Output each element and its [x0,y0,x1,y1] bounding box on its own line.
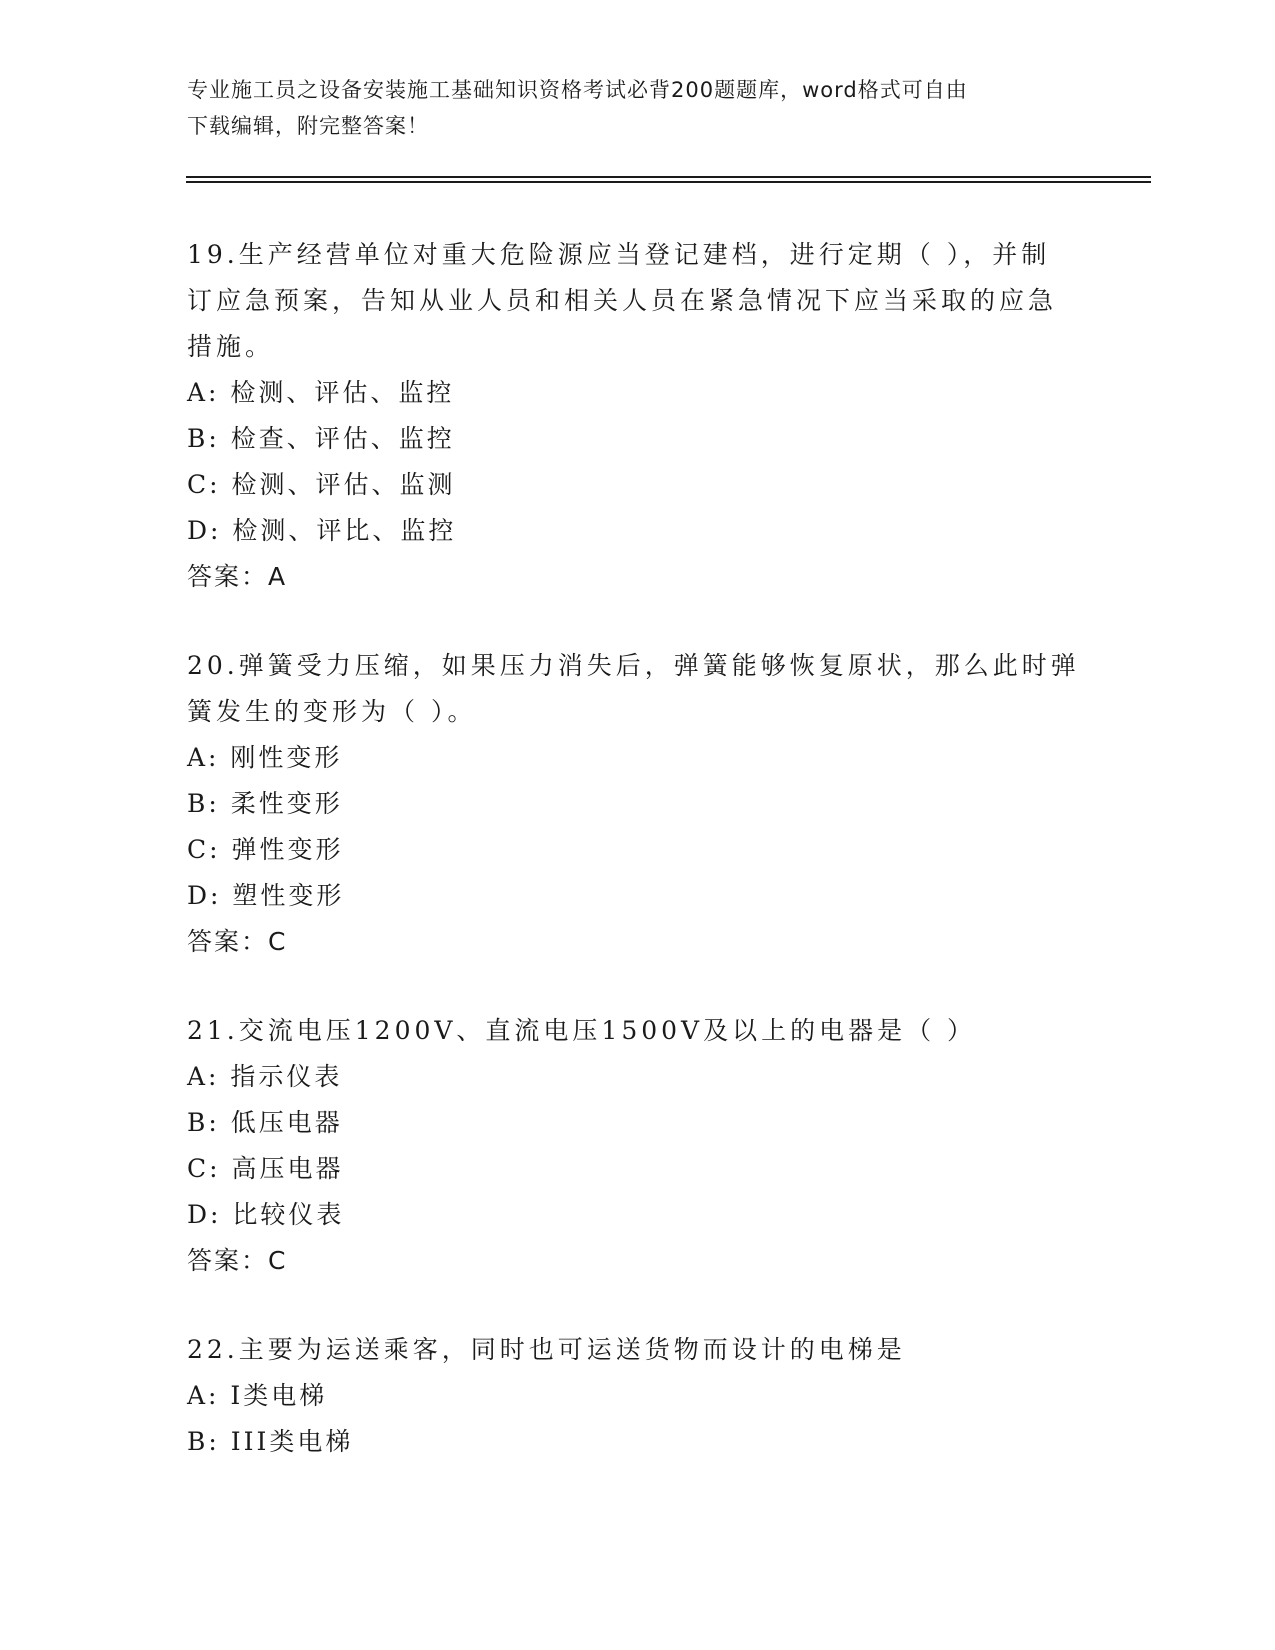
header-divider-bottom [186,181,1151,183]
header-line-2: 下载编辑，附完整答案！ [187,114,429,138]
option-a: A: I类电梯 [187,1381,328,1410]
option-d: D: 检测、评比、监控 [187,516,457,545]
option-b: B: 柔性变形 [187,789,343,818]
option-a: A: 检测、评估、监控 [187,378,455,407]
option-c: C: 检测、评估、监测 [187,470,456,499]
option-b: B: 低压电器 [187,1108,343,1137]
question-20 [187,643,1087,965]
question-stem [187,643,1087,735]
question-stem [187,1327,1087,1373]
option-c: C: 弹性变形 [187,835,344,864]
stem-line: 措施。 [187,332,275,361]
header-divider-top [186,176,1151,178]
option-b: B: 检查、评估、监控 [187,424,455,453]
answer-label: 答案：C [187,927,288,956]
option-d: D: 塑性变形 [187,881,345,910]
stem-line: 簧发生的变形为（ ）。 [187,697,477,726]
option-a: A: 刚性变形 [187,743,343,772]
question-19 [187,232,1087,600]
question-22 [187,1327,1087,1465]
stem-line: 19.生产经营单位对重大危险源应当登记建档，进行定期（ ），并制 [187,240,1051,269]
answer-label: 答案：A [187,562,288,591]
header-line-1: 专业施工员之设备安装施工基础知识资格考试必背200题题库，word格式可自由 [187,78,968,102]
stem-line: 订应急预案，告知从业人员和相关人员在紧急情况下应当采取的应急 [187,286,1058,315]
stem-line: 21.交流电压1200V、直流电压1500V及以上的电器是（ ） [187,1016,977,1045]
stem-line: 20.弹簧受力压缩，如果压力消失后，弹簧能够恢复原状，那么此时弹 [187,651,1080,680]
question-21 [187,1008,1087,1284]
document-header [187,72,1067,144]
option-d: D: 比较仪表 [187,1200,345,1229]
question-stem [187,1008,1087,1054]
option-a: A: 指示仪表 [187,1062,343,1091]
question-stem [187,232,1087,370]
stem-line: 22.主要为运送乘客，同时也可运送货物而设计的电梯是 [187,1335,906,1364]
answer-label: 答案：C [187,1246,288,1275]
option-b: B: III类电梯 [187,1427,354,1456]
option-c: C: 高压电器 [187,1154,344,1183]
